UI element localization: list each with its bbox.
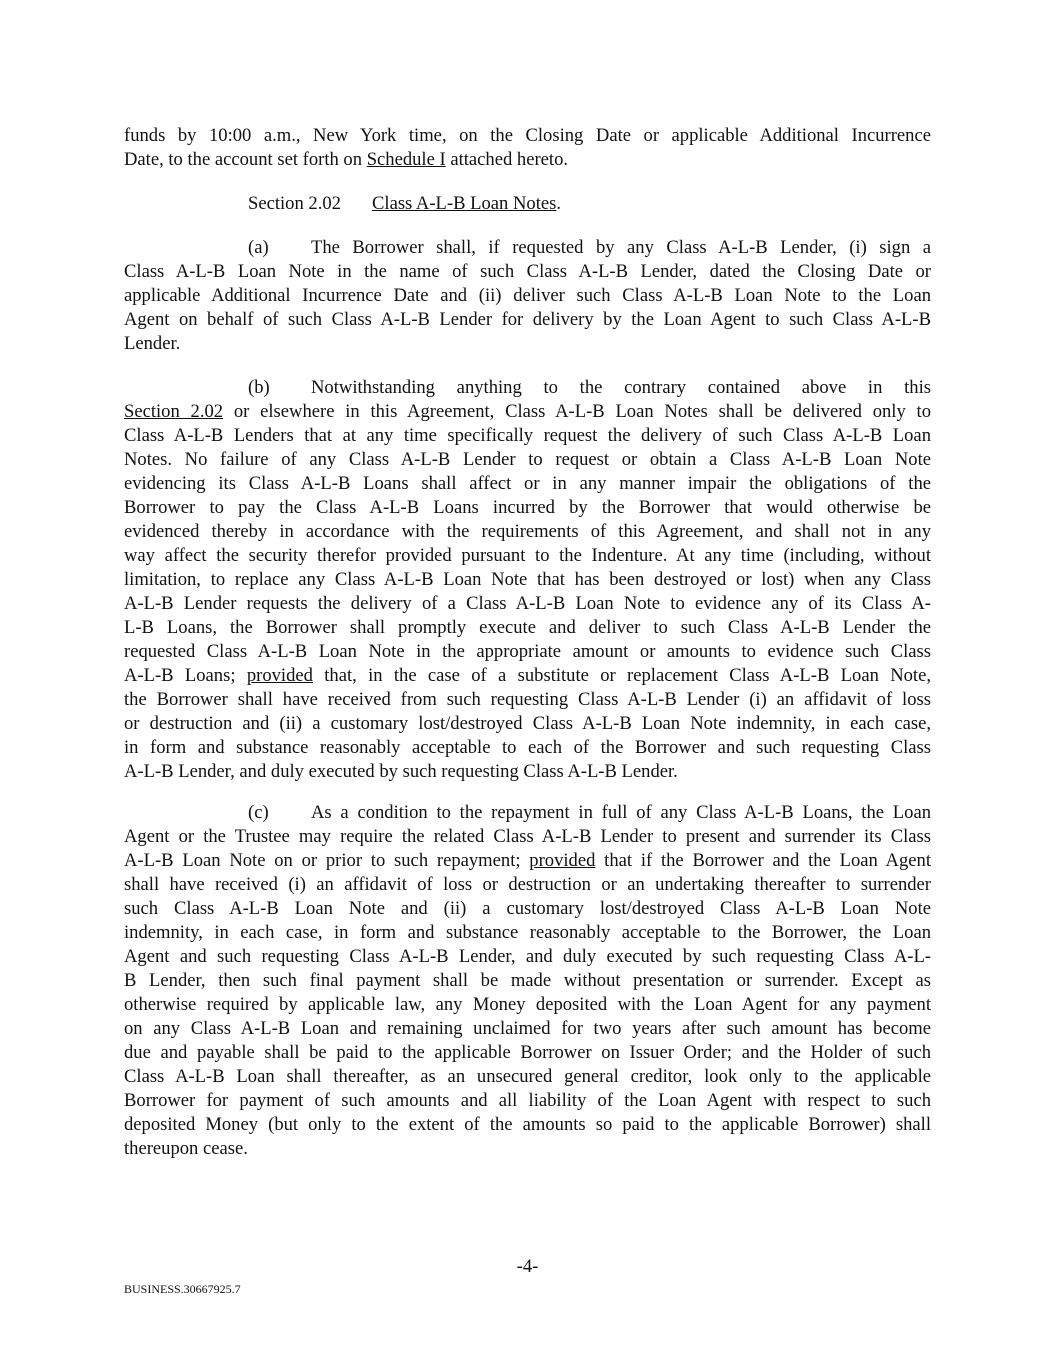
text-line bbox=[124, 801, 931, 825]
text-segment: Agent or the Trustee may require the related Class A-L-B Lender to present and surrender its Class bbox=[124, 826, 931, 847]
text-segment: on any Class A-L-B Loan and remaining unclaimed for two years after such amount has become bbox=[124, 1018, 931, 1039]
text-segment: due and payable shall be paid to the applicable Borrower on Issuer Order; and the Holder of such bbox=[124, 1042, 931, 1063]
text-line bbox=[124, 284, 931, 308]
text-line bbox=[124, 148, 931, 172]
text-line bbox=[124, 897, 931, 921]
text-segment: L-B Loans, the Borrower shall promptly execute and deliver to such Class A-L-B Lender the bbox=[124, 617, 931, 638]
paragraph-b bbox=[124, 376, 931, 784]
text-line bbox=[124, 472, 931, 496]
text-segment: Borrower to pay the Class A-L-B Loans incurred by the Borrower that would otherwise be bbox=[124, 497, 931, 518]
section-heading bbox=[124, 192, 931, 216]
underlined-reference: provided bbox=[529, 850, 596, 871]
text-segment: indemnity, in each case, in form and substance reasonably acceptable to the Borrower, the Loan bbox=[124, 922, 931, 943]
text-segment: that, in the case of a substitute or replacement Class A-L-B Loan Note, bbox=[312, 665, 931, 686]
text-segment: A-L-B Loans; bbox=[124, 665, 247, 686]
text-segment: or elsewhere in this Agreement, Class A-L-B Loan Notes shall be delivered only to bbox=[223, 401, 931, 422]
text-line bbox=[124, 825, 931, 849]
underlined-reference: Schedule I bbox=[366, 149, 446, 170]
text-line bbox=[124, 1065, 931, 1089]
text-line bbox=[124, 993, 931, 1017]
text-line bbox=[124, 873, 931, 897]
text-segment: otherwise required by applicable law, any Money deposited with the Loan Agent for any payment bbox=[124, 994, 931, 1015]
document-footer-id: BUSINESS.30667925.7 bbox=[124, 1282, 241, 1296]
text-line bbox=[124, 945, 931, 969]
text-segment: evidenced thereby in accordance with the requirements of this Agreement, and shall not in any bbox=[124, 521, 931, 542]
text-segment: A-L-B Lender requests the delivery of a Class A-L-B Loan Note to evidence any of its Class A- bbox=[124, 593, 931, 614]
text-line bbox=[124, 736, 931, 760]
text-line bbox=[124, 376, 931, 400]
text-segment: Agent on behalf of such Class A-L-B Lender for delivery by the Loan Agent to such Class A-L-B bbox=[124, 309, 931, 330]
text-segment: way affect the security therefor provided pursuant to the Indenture. At any time (including, without bbox=[124, 545, 931, 566]
text-segment: in form and substance reasonably acceptable to each of the Borrower and such requesting Class bbox=[124, 737, 931, 758]
text-line bbox=[124, 124, 931, 148]
text-line bbox=[124, 448, 931, 472]
text-segment: applicable Additional Incurrence Date and (ii) deliver such Class A-L-B Loan Note to the Loan bbox=[124, 285, 931, 306]
text-line bbox=[124, 1089, 931, 1113]
text-segment: Borrower for payment of such amounts and all liability of the Loan Agent with respect to such bbox=[124, 1090, 931, 1111]
text-segment: shall have received (i) an affidavit of loss or destruction or an undertaking thereafter to surrender bbox=[124, 874, 931, 895]
text-line bbox=[124, 760, 931, 784]
text-line bbox=[124, 921, 931, 945]
paragraph-label: (a) bbox=[248, 237, 269, 258]
underlined-reference: Section 2.02 bbox=[124, 401, 224, 422]
text-segment: evidencing its Class A-L-B Loans shall affect or in any manner impair the obligations of the bbox=[124, 473, 931, 494]
text-line bbox=[124, 568, 931, 592]
text-segment: limitation, to replace any Class A-L-B Loan Note that has been destroyed or lost) when any Class bbox=[124, 569, 931, 590]
paragraph-a bbox=[124, 236, 931, 356]
text-line bbox=[124, 664, 931, 688]
underlined-reference: provided bbox=[246, 665, 313, 686]
text-segment: Class A-L-B Loan Note in the name of such Class A-L-B Lender, dated the Closing Date or bbox=[124, 261, 931, 282]
text-segment: Section 2.02 bbox=[248, 193, 341, 214]
text-segment: A-L-B Loan Note on or prior to such repayment; bbox=[124, 850, 530, 871]
text-segment: Notes. No failure of any Class A-L-B Lender to request or obtain a Class A-L-B Loan Note bbox=[124, 449, 931, 470]
text-line bbox=[124, 1041, 931, 1065]
text-line bbox=[124, 332, 931, 356]
text-line bbox=[124, 400, 931, 424]
text-segment: Class A-L-B Lenders that at any time specifically request the delivery of such Class A-L-B Loan bbox=[124, 425, 931, 446]
text-line bbox=[124, 1017, 931, 1041]
text-segment: thereupon cease. bbox=[124, 1138, 248, 1159]
text-line bbox=[124, 1137, 931, 1161]
text-line bbox=[124, 496, 931, 520]
intro-paragraph bbox=[124, 124, 931, 172]
paragraph-label: (b) bbox=[248, 377, 270, 398]
text-segment: funds by 10:00 a.m., New York time, on the Closing Date or applicable Additional Incurrence bbox=[124, 125, 931, 146]
text-segment: requested Class A-L-B Loan Note in the appropriate amount or amounts to evidence such Class bbox=[124, 641, 931, 662]
text-segment: Lender. bbox=[124, 333, 181, 354]
text-segment: As a condition to the repayment in full of any Class A-L-B Loans, the Loan bbox=[311, 802, 931, 823]
text-segment: the Borrower shall have received from such requesting Class A-L-B Lender (i) an affidavit of loss bbox=[124, 689, 931, 710]
text-line bbox=[124, 260, 931, 284]
text-line bbox=[124, 969, 931, 993]
text-line bbox=[124, 616, 931, 640]
paragraph-label: (c) bbox=[248, 802, 269, 823]
text-segment: or destruction and (ii) a customary lost/destroyed Class A-L-B Loan Note indemnity, in each case, bbox=[124, 713, 931, 734]
text-segment: that if the Borrower and the Loan Agent bbox=[595, 850, 931, 871]
text-segment: Class A-L-B Loan shall thereafter, as an unsecured general creditor, look only to the applicable bbox=[124, 1066, 931, 1087]
text-segment: Notwithstanding anything to the contrary contained above in this bbox=[311, 377, 931, 398]
text-line bbox=[124, 424, 931, 448]
text-segment: attached hereto. bbox=[445, 149, 569, 170]
text-line bbox=[124, 712, 931, 736]
text-segment: such Class A-L-B Loan Note and (ii) a customary lost/destroyed Class A-L-B Loan Note bbox=[124, 898, 931, 919]
text-line bbox=[124, 520, 931, 544]
text-line bbox=[124, 1113, 931, 1137]
text-line bbox=[124, 544, 931, 568]
text-segment: A-L-B Lender, and duly executed by such requesting Class A-L-B Lender. bbox=[124, 761, 678, 782]
page-number: -4- bbox=[516, 1256, 539, 1277]
text-line bbox=[124, 592, 931, 616]
text-segment: The Borrower shall, if requested by any Class A-L-B Lender, (i) sign a bbox=[311, 237, 931, 258]
paragraph-c bbox=[124, 801, 931, 1161]
text-line bbox=[124, 688, 931, 712]
text-segment: . bbox=[556, 193, 562, 214]
text-line bbox=[124, 640, 931, 664]
text-line bbox=[124, 236, 931, 260]
text-segment: Agent and such requesting Class A-L-B Lender, and duly executed by such requesting Class A-L- bbox=[124, 946, 931, 967]
text-line bbox=[124, 849, 931, 873]
underlined-reference: Class A-L-B Loan Notes bbox=[372, 193, 557, 214]
text-segment: B Lender, then such final payment shall be made without presentation or surrender. Except as bbox=[124, 970, 931, 991]
text-segment: Date, to the account set forth on bbox=[124, 149, 367, 170]
text-line bbox=[124, 192, 931, 216]
text-line bbox=[124, 308, 931, 332]
text-segment: deposited Money (but only to the extent of the amounts so paid to the applicable Borrower) shall bbox=[124, 1114, 931, 1135]
